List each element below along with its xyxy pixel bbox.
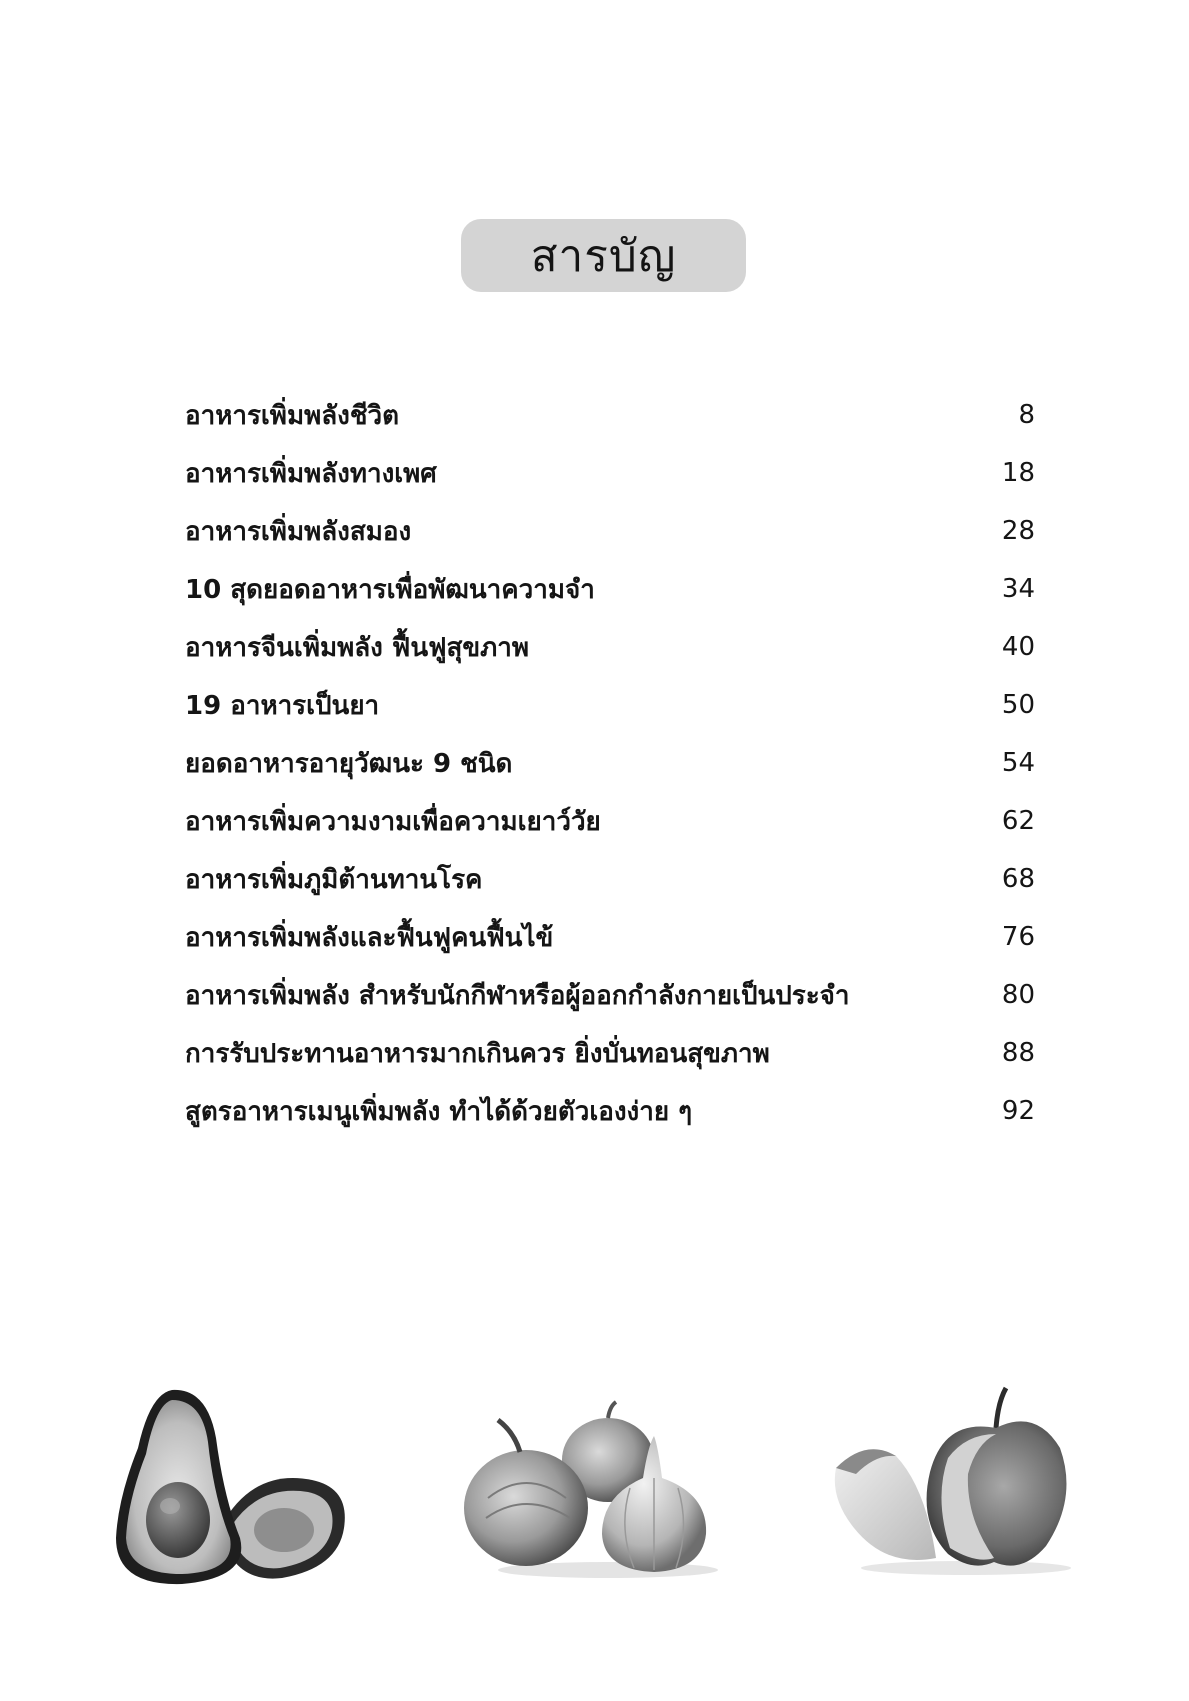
toc-entry-label: อาหารจีนเพิ่มพลัง ฟื้นฟูสุขภาพ xyxy=(185,632,530,663)
onion-and-garlic-image xyxy=(458,1398,728,1578)
toc-entry[interactable] xyxy=(185,618,1035,676)
apple-and-slice-image xyxy=(826,1378,1076,1578)
toc-entry-page: 50 xyxy=(1001,690,1035,720)
toc-entry-label: อาหารเพิ่มพลัง สำหรับนักกีฬาหรือผู้ออกกำลังกายเป็นประจำ xyxy=(185,980,850,1011)
toc-entry-label: 19 อาหารเป็นยา xyxy=(185,690,380,721)
toc-entry[interactable] xyxy=(185,792,1035,850)
toc-entry-page: 40 xyxy=(1001,632,1035,662)
toc-entry-page: 18 xyxy=(1001,458,1035,488)
page-title: สารบัญ xyxy=(530,230,677,282)
toc-entry[interactable] xyxy=(185,850,1035,908)
toc-entry-label: 10 สุดยอดอาหารเพื่อพัฒนาความจำ xyxy=(185,574,595,605)
toc-entry-label: อาหารเพิ่มภูมิต้านทานโรค xyxy=(185,864,483,895)
toc-entry-page: 92 xyxy=(1001,1096,1035,1126)
toc-entry-page: 76 xyxy=(1001,922,1035,952)
toc-entry[interactable] xyxy=(185,734,1035,792)
toc-entry[interactable] xyxy=(185,1024,1035,1082)
toc-entry-page: 88 xyxy=(1001,1038,1035,1068)
toc-entry-label: ยอดอาหารอายุวัฒนะ 9 ชนิด xyxy=(185,748,513,779)
toc-entry-page: 54 xyxy=(1001,748,1035,778)
toc-entry[interactable] xyxy=(185,444,1035,502)
toc-entry-page: 34 xyxy=(1001,574,1035,604)
toc-entry-label: อาหารเพิ่มพลังทางเพศ xyxy=(185,458,437,489)
toc-entry[interactable] xyxy=(185,908,1035,966)
toc-entry-label: อาหารเพิ่มพลังชีวิต xyxy=(185,400,399,431)
table-of-contents xyxy=(185,386,1035,1140)
toc-entry[interactable] xyxy=(185,966,1035,1024)
toc-entry[interactable] xyxy=(185,386,1035,444)
title-banner xyxy=(461,219,746,292)
toc-entry-label: สูตรอาหารเมนูเพิ่มพลัง ทำได้ด้วยตัวเองง่าย ๆ xyxy=(185,1096,693,1127)
toc-entry-label: การรับประทานอาหารมากเกินควร ยิ่งบั่นทอนสุขภาพ xyxy=(185,1038,770,1069)
toc-entry[interactable] xyxy=(185,1082,1035,1140)
avocado-halves-image xyxy=(112,1388,352,1588)
toc-entry-label: อาหารเพิ่มพลังสมอง xyxy=(185,516,412,547)
toc-entry-label: อาหารเพิ่มความงามเพื่อความเยาว์วัย xyxy=(185,806,601,837)
toc-entry[interactable] xyxy=(185,676,1035,734)
toc-entry-page: 68 xyxy=(1001,864,1035,894)
toc-entry-page: 8 xyxy=(1018,400,1035,430)
toc-entry[interactable] xyxy=(185,502,1035,560)
toc-entry-page: 62 xyxy=(1001,806,1035,836)
toc-entry-label: อาหารเพิ่มพลังและฟื้นฟูคนฟื้นไข้ xyxy=(185,922,554,953)
toc-entry-page: 28 xyxy=(1001,516,1035,546)
toc-entry-page: 80 xyxy=(1001,980,1035,1010)
toc-entry[interactable] xyxy=(185,560,1035,618)
